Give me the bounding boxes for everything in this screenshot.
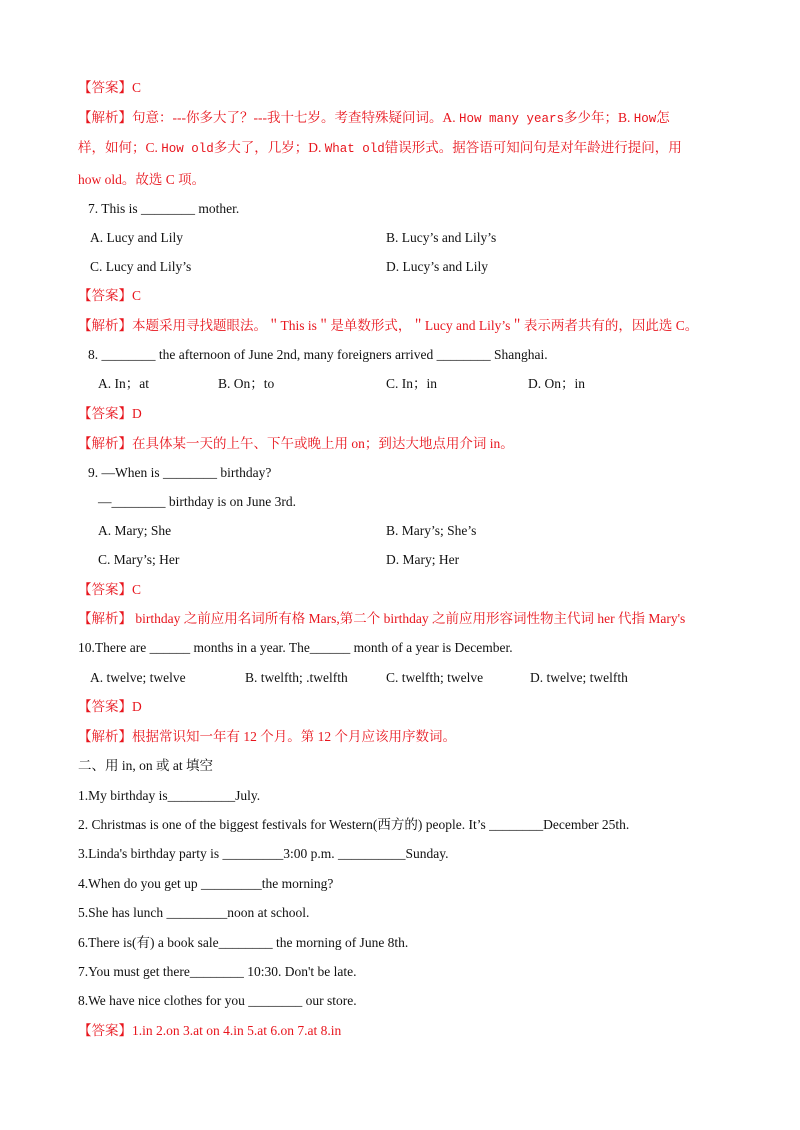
explanation-code: How xyxy=(633,112,657,126)
option-a: A. Mary; She xyxy=(98,523,172,538)
option-d: D. Lucy’s and Lily xyxy=(386,259,488,274)
fill-item: 4.When do you get up _________the morning? xyxy=(78,876,334,891)
option-a: A. twelve; twelve xyxy=(90,670,186,685)
answer-label: 【答案】D xyxy=(78,699,142,714)
option-c: C. In；in xyxy=(386,376,438,391)
question-stem: 9. —When is ________ birthday? xyxy=(88,465,272,480)
option-b: B. Lucy’s and Lily’s xyxy=(386,230,497,245)
explanation-text: 怎 xyxy=(656,110,670,125)
explanation-code: What old xyxy=(324,142,385,156)
option-b: B. twelfth; .twelfth xyxy=(245,670,348,685)
explanation-line: 【解析】本题采用寻找题眼法。＂This is＂是单数形式，＂Lucy and Lily’s＂表示两者共有的，因此选 C。 xyxy=(78,318,699,333)
explanation-code: How many years xyxy=(458,112,565,126)
fill-item: 5.She has lunch _________noon at school. xyxy=(78,905,310,920)
explanation-text: 多大了，几岁；D. xyxy=(213,140,325,155)
explanation-line xyxy=(78,139,682,158)
explanation-text: 【解析】句意：---你多大了？---我十七岁。考查特殊疑问词。A. xyxy=(78,110,459,125)
option-d: D. Mary; Her xyxy=(386,552,460,567)
fill-item: 3.Linda's birthday party is _________3:00 p.m. __________Sunday. xyxy=(78,846,449,861)
answer-label: 【答案】1.in 2.on 3.at on 4.in 5.at 6.on 7.at 8.in xyxy=(78,1023,342,1038)
option-a: A. In；at xyxy=(98,376,149,391)
option-a: A. Lucy and Lily xyxy=(90,230,183,245)
answer-label: 【答案】C xyxy=(78,80,142,95)
option-b: B. On；to xyxy=(218,376,275,391)
option-c: C. Mary’s; Her xyxy=(98,552,180,567)
fill-item: 8.We have nice clothes for you ________ our store. xyxy=(78,993,357,1008)
question-stem: 8. ________ the afternoon of June 2nd, many foreigners arrived ________ Shanghai. xyxy=(88,347,548,362)
section-title: 二、用 in, on 或 at 填空 xyxy=(78,758,213,773)
option-d: D. On；in xyxy=(528,376,585,391)
option-c: C. twelfth; twelve xyxy=(386,670,484,685)
answer-label: 【答案】D xyxy=(78,406,142,421)
option-d: D. twelve; twelfth xyxy=(530,670,628,685)
explanation-line: 【解析】在具体某一天的上午、下午或晚上用 on；到达大地点用介词 in。 xyxy=(78,436,514,451)
explanation-text: 错误形式。据答语可知问句是对年龄进行提问，用 xyxy=(384,140,682,155)
explanation-code: How old xyxy=(161,142,214,156)
fill-item: 2. Christmas is one of the biggest festivals for Western(西方的) people. It’s ________December 25th. xyxy=(78,817,630,832)
explanation-line: 【解析】 birthday 之前应用名词所有格 Mars,第二个 birthday 之前应用形容词性物主代词 her 代指 Mary's xyxy=(78,611,686,626)
answer-label: 【答案】C xyxy=(78,288,142,303)
fill-item: 1.My birthday is__________July. xyxy=(78,788,261,803)
explanation-line xyxy=(78,109,670,128)
explanation-text: 多少年；B. xyxy=(564,110,634,125)
question-stem: 7. This is ________ mother. xyxy=(88,201,240,216)
fill-item: 6.There is(有) a book sale________ the morning of June 8th. xyxy=(78,935,409,950)
explanation-line: how old。故选 C 项。 xyxy=(78,172,206,187)
answer-label: 【答案】C xyxy=(78,582,142,597)
question-stem-reply: —________ birthday is on June 3rd. xyxy=(98,494,296,509)
question-stem: 10.There are ______ months in a year. The______ month of a year is December. xyxy=(78,640,513,655)
option-c: C. Lucy and Lily’s xyxy=(90,259,192,274)
fill-item: 7.You must get there________ 10:30. Don't be late. xyxy=(78,964,357,979)
option-b: B. Mary’s; She’s xyxy=(386,523,477,538)
explanation-line: 【解析】根据常识知一年有 12 个月。第 12 个月应该用序数词。 xyxy=(78,729,456,744)
explanation-text: 样，如何；C. xyxy=(78,140,162,155)
